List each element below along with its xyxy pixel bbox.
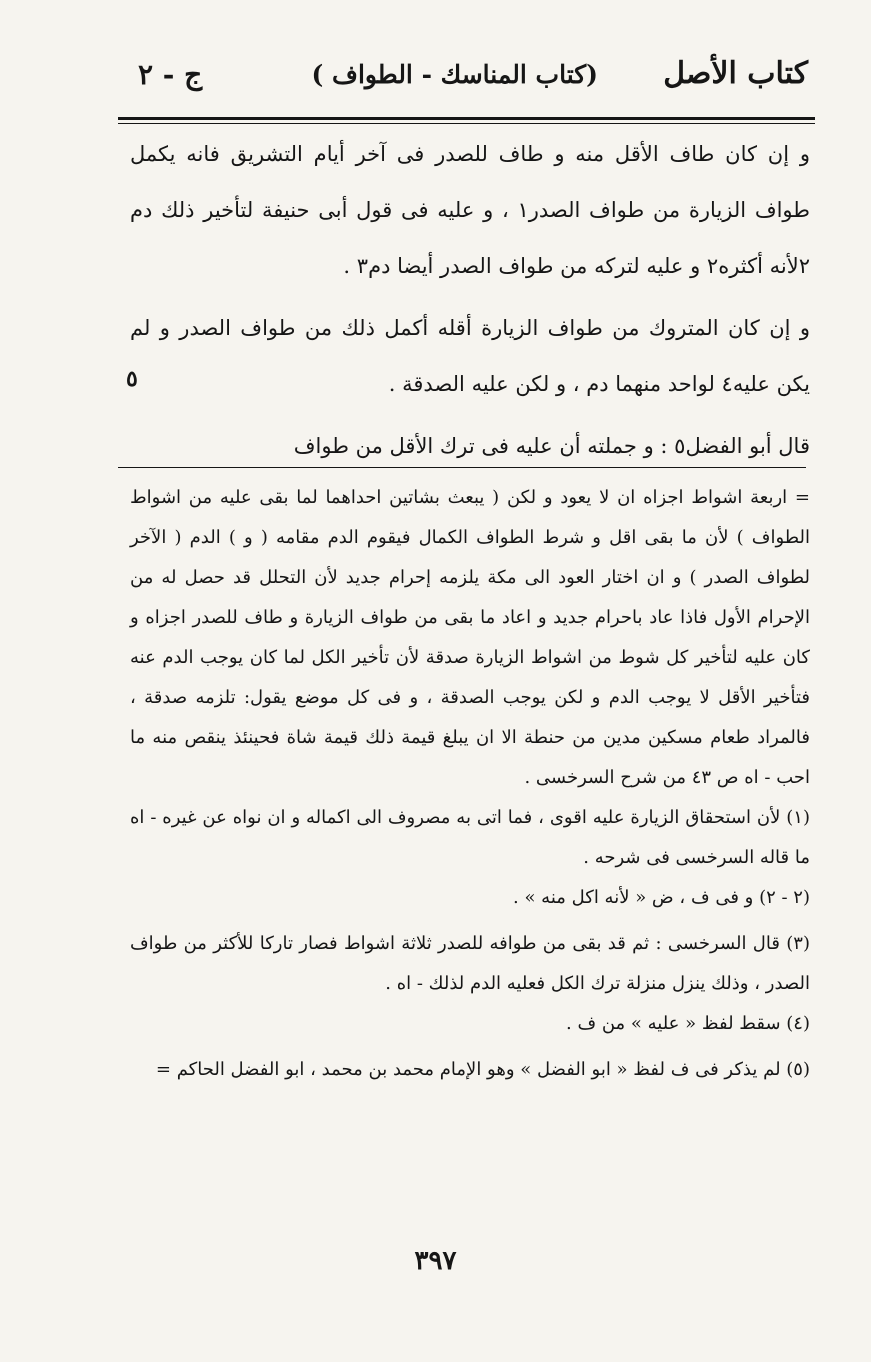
main-paragraph-1: و إن كان طاف الأقل منه و طاف للصدر فى آخر أيام التشريق فانه يكمل طواف الزيارة من طواف الصدر١ ، و عليه فى قول أبى حنيفة لتأخير ذلك دم ٢لأنه أكثره٢ و عليه لتركه من طواف الصدر أيضا دم٣ .: [130, 142, 810, 278]
main-paragraph-3: قال أبو الفضل٥ : و جملته أن عليه فى ترك الأقل من طواف: [293, 434, 810, 458]
chapter-title: (كتاب المناسك - الطواف ): [311, 60, 598, 89]
line-number-marker: ٥: [126, 366, 138, 392]
running-header: [118, 50, 808, 112]
footnote-5: (٥) لم يذكر فى ف لفظ « ابو الفضل » وهو الإمام محمد بن محمد ، ابو الفضل الحاكم =: [155, 1059, 810, 1080]
footnote-4: (٤) سقط لفظ « عليه » من ف .: [566, 1013, 810, 1034]
footnote-separator: [118, 467, 806, 468]
header-rule-thin: [118, 123, 815, 124]
page-number: ٣٩٧: [414, 1246, 457, 1276]
book-title: كتاب الأصل: [663, 56, 808, 91]
header-rule-thick: [118, 117, 815, 120]
main-paragraph-2: و إن كان المتروك من طواف الزيارة أقله أكمل ذلك من طواف الصدر و لم يكن عليه٤ لواحد منهما دم ، و لكن عليه الصدقة .: [130, 316, 810, 396]
main-text: [130, 126, 810, 474]
footnote-3: (٣) قال السرخسى : ثم قد بقى من طوافه للصدر ثلاثة اشواط فصار تاركا للأكثر من طواف الصدر ، وذلك ينزل منزلة ترك الكل فعليه الدم لذلك - اه .: [130, 933, 810, 994]
footnote-continuation: = اربعة اشواط اجزاه ان لا يعود و لكن ( يبعث بشاتين احداهما لما بقى عليه من اشواط الطواف ) لأن ما بقى اقل و شرط الطواف الكمال فيقوم الدم مقامه ( و ) الدم ( الآخر لطواف الصدر ) و ان اختار العود الى مكة يلزمه إحرام جديد لأن التحلل قد حصل له من الإحرام الأول فاذا عاد باحرام جديد و اعاد ما بقى من طواف الزيارة و طاف للصدر اجزاه و كان عليه لتأخير كل شوط من اشواط الزيارة صدقة لأن تأخير الكل لما كان يوجب الدم عنه فتأخير الأقل لا يوجب الدم و لكن يوجب الصدقة ، و فى كل موضع يقول: تلزمه صدقة ، فالمراد طعام مسكين مدين من حنطة الا ان يبلغ قيمة ذلك قيمة شاة فحينئذ ينقص منه ما احب - اه ص ٤٣ من شرح السرخسى .: [130, 487, 810, 788]
footnote-2: (٢ - ٢) و فى ف ، ض « لأنه اكل منه » .: [513, 887, 810, 908]
volume-number: ج - ٢: [138, 58, 203, 91]
footnote-1: (١) لأن استحقاق الزيارة عليه اقوى ، فما اتى به مصروف الى اكماله و ان نواه عن غيره - اه ما قاله السرخسى فى شرحه .: [130, 807, 810, 868]
footnotes: [130, 478, 810, 1090]
